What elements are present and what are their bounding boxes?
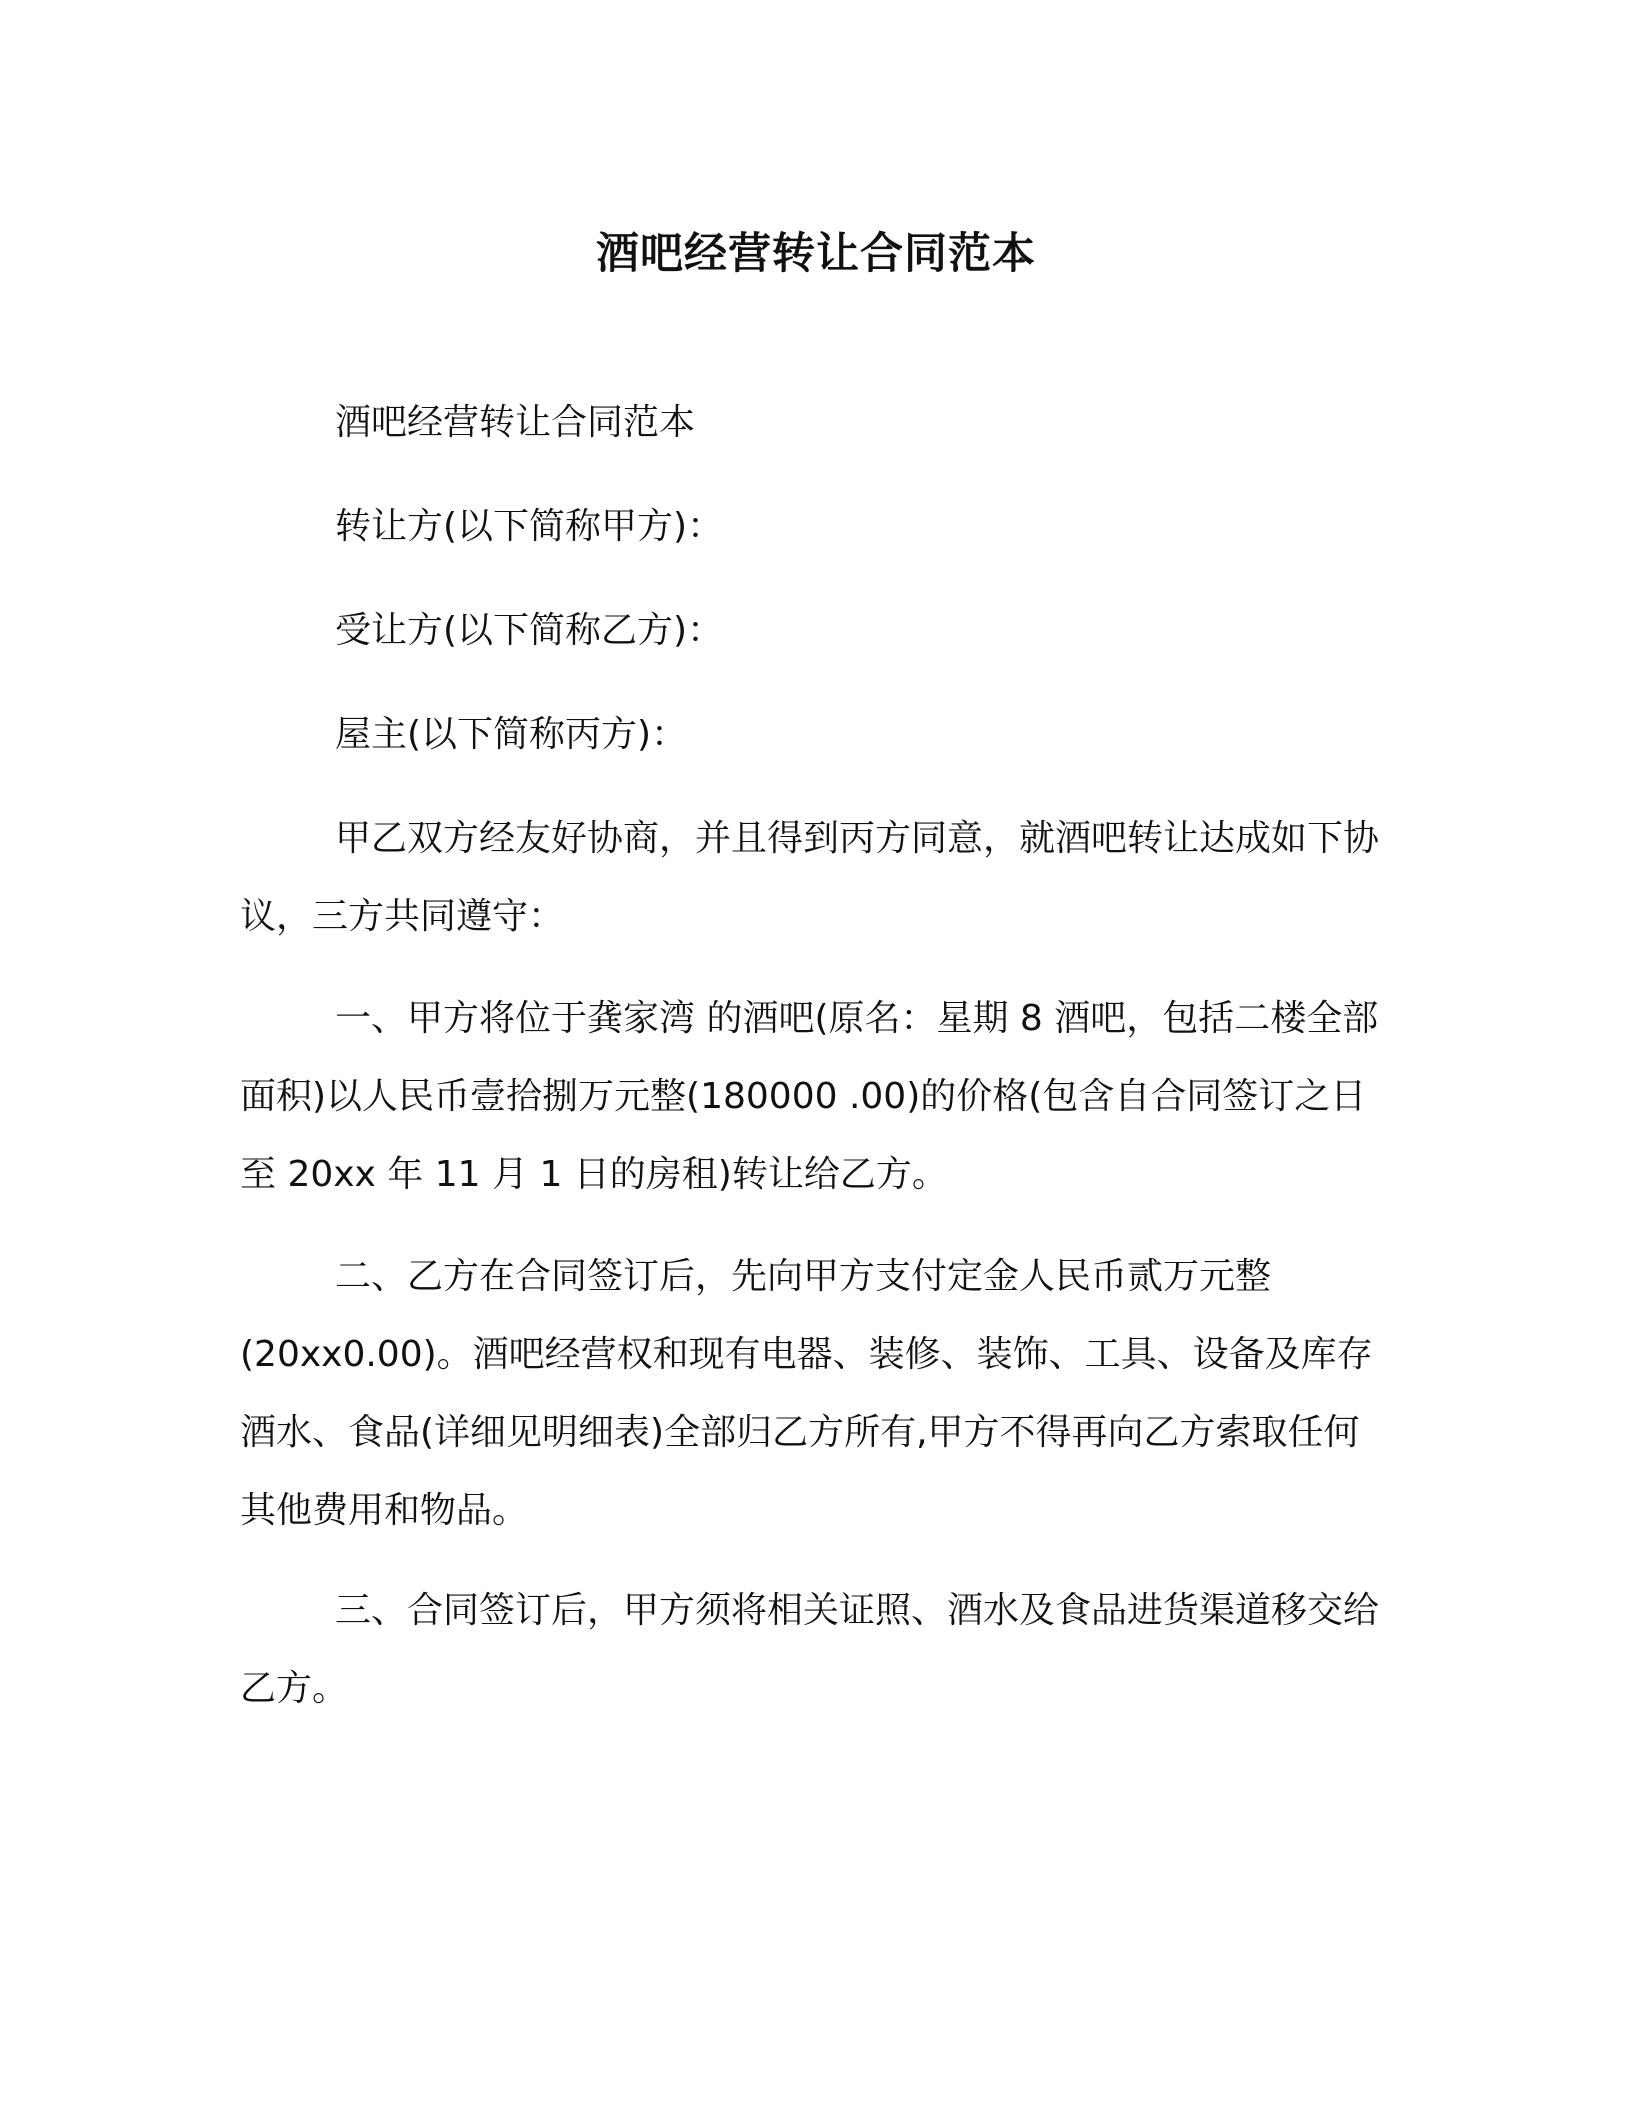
clause-two-paragraph: 二、乙方在合同签订后，先向甲方支付定金人民币贰万元整(20xx0.00)。酒吧经营权和现有电器、装修、装饰、工具、设备及库存酒水、食品(详细见明细表)全部归乙方所有,甲方不得再向乙方索取任何其他费用和物品。 bbox=[240, 1256, 1373, 1531]
clause-one-paragraph: 一、甲方将位于龚家湾 的酒吧(原名：星期 8 酒吧，包括二楼全部面积)以人民币壹拾捌万元整(180000 .00)的价格(包含自合同签订之日至 20xx 年 11 月 1 日的房租)转让给乙方。 bbox=[240, 998, 1379, 1195]
transferor-line: 转让方(以下简称甲方)： bbox=[335, 506, 724, 547]
transferee-line: 受让方(以下简称乙方)： bbox=[335, 610, 724, 651]
landlord-line: 屋主(以下简称丙方)： bbox=[335, 714, 688, 755]
document-title: 酒吧经营转让合同范本 bbox=[596, 229, 1036, 279]
contract-subtitle: 酒吧经营转让合同范本 bbox=[335, 402, 696, 443]
intro-paragraph: 甲乙双方经友好协商，并且得到丙方同意，就酒吧转让达成如下协议，三方共同遵守： bbox=[240, 818, 1380, 937]
clause-three-paragraph: 三、合同签订后，甲方须将相关证照、酒水及食品进货渠道移交给乙方。 bbox=[240, 1590, 1380, 1709]
